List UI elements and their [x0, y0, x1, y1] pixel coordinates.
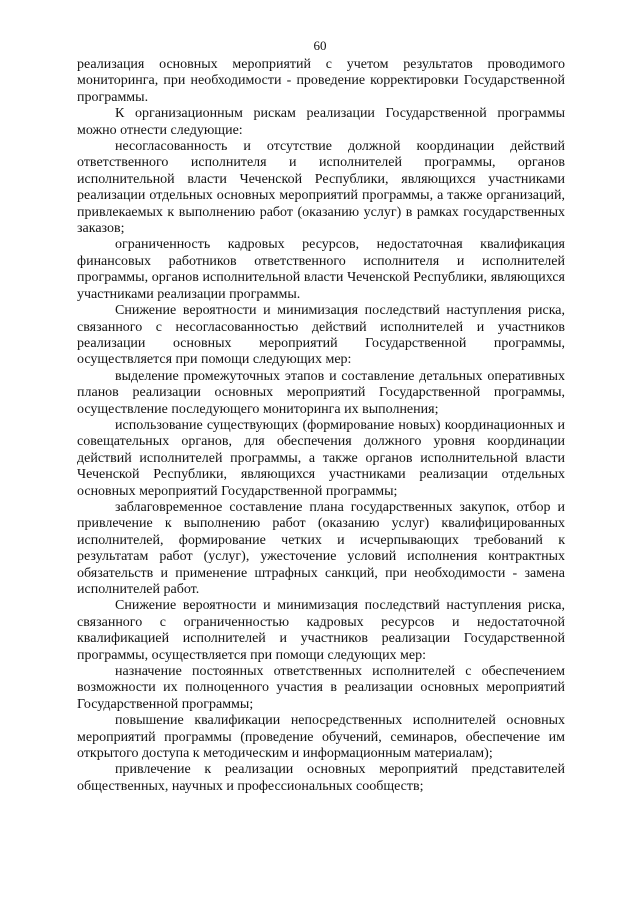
- paragraph: ограниченность кадровых ресурсов, недостаточная квалификация финансовых работников ответственного исполнителя и исполнителей программы, органов исполнительной власти Чеченской Республики, являющихся участниками реализации программы.: [77, 237, 565, 302]
- paragraph: несогласованность и отсутствие должной координации действий ответственного исполнителя и исполнителей программы, органов исполнительной власти Чеченской Республики, являющихся участниками реализации отдельных основных мероприятий программы, а также организаций, привлекаемых к выполнению работ (оказанию услуг) в рамках государственных заказов;: [77, 139, 565, 237]
- paragraph: К организационным рискам реализации Государственной программы можно отнести следующие:: [77, 106, 565, 138]
- page-body: [77, 57, 565, 795]
- paragraph: Снижение вероятности и минимизация последствий наступления риска, связанного с ограниченностью кадровых ресурсов и недостаточной квалификацией исполнителей и участников реализации Государственной программы, осуществляется при помощи следующих мер:: [77, 598, 565, 663]
- paragraph: привлечение к реализации основных мероприятий представителей общественных, научных и профессиональных сообществ;: [77, 762, 565, 794]
- paragraph: использование существующих (формирование новых) координационных и совещательных органов, для обеспечения должного уровня координации действий исполнителей программы, а также органов исполнительной власти Чеченской Республики, являющихся участниками реализации отдельных основных мероприятий Государственной программы;: [77, 417, 565, 499]
- paragraph: повышение квалификации непосредственных исполнителей основных мероприятий программы (проведение обучений, семинаров, обеспечение им открытого доступа к методическим и информационным материалам);: [77, 713, 565, 762]
- paragraph: Снижение вероятности и минимизация последствий наступления риска, связанного с несогласованностью действий исполнителей и участников реализации основных мероприятий Государственной программы, осуществляется при помощи следующих мер:: [77, 303, 565, 368]
- paragraph: реализация основных мероприятий с учетом результатов проводимого мониторинга, при необходимости - проведение корректировки Государственной программы.: [77, 57, 565, 105]
- paragraph: выделение промежуточных этапов и составление детальных оперативных планов реализации основных мероприятий Государственной программы, осуществление последующего мониторинга их выполнения;: [77, 368, 565, 417]
- paragraph: заблаговременное составление плана государственных закупок, отбор и привлечение к выполнению работ (оказанию услуг) квалифицированных исполнителей, формирование четких и исчерпывающих требований к результатам работ (услуг), ужесточение условий исполнения контрактных обязательств и применение штрафных санкций, при необходимости - замена исполнителей работ.: [77, 499, 565, 597]
- paragraph: назначение постоянных ответственных исполнителей с обеспечением возможности их полноценного участия в реализации основных мероприятий Государственной программы;: [77, 664, 565, 712]
- page-number: 60: [313, 38, 327, 53]
